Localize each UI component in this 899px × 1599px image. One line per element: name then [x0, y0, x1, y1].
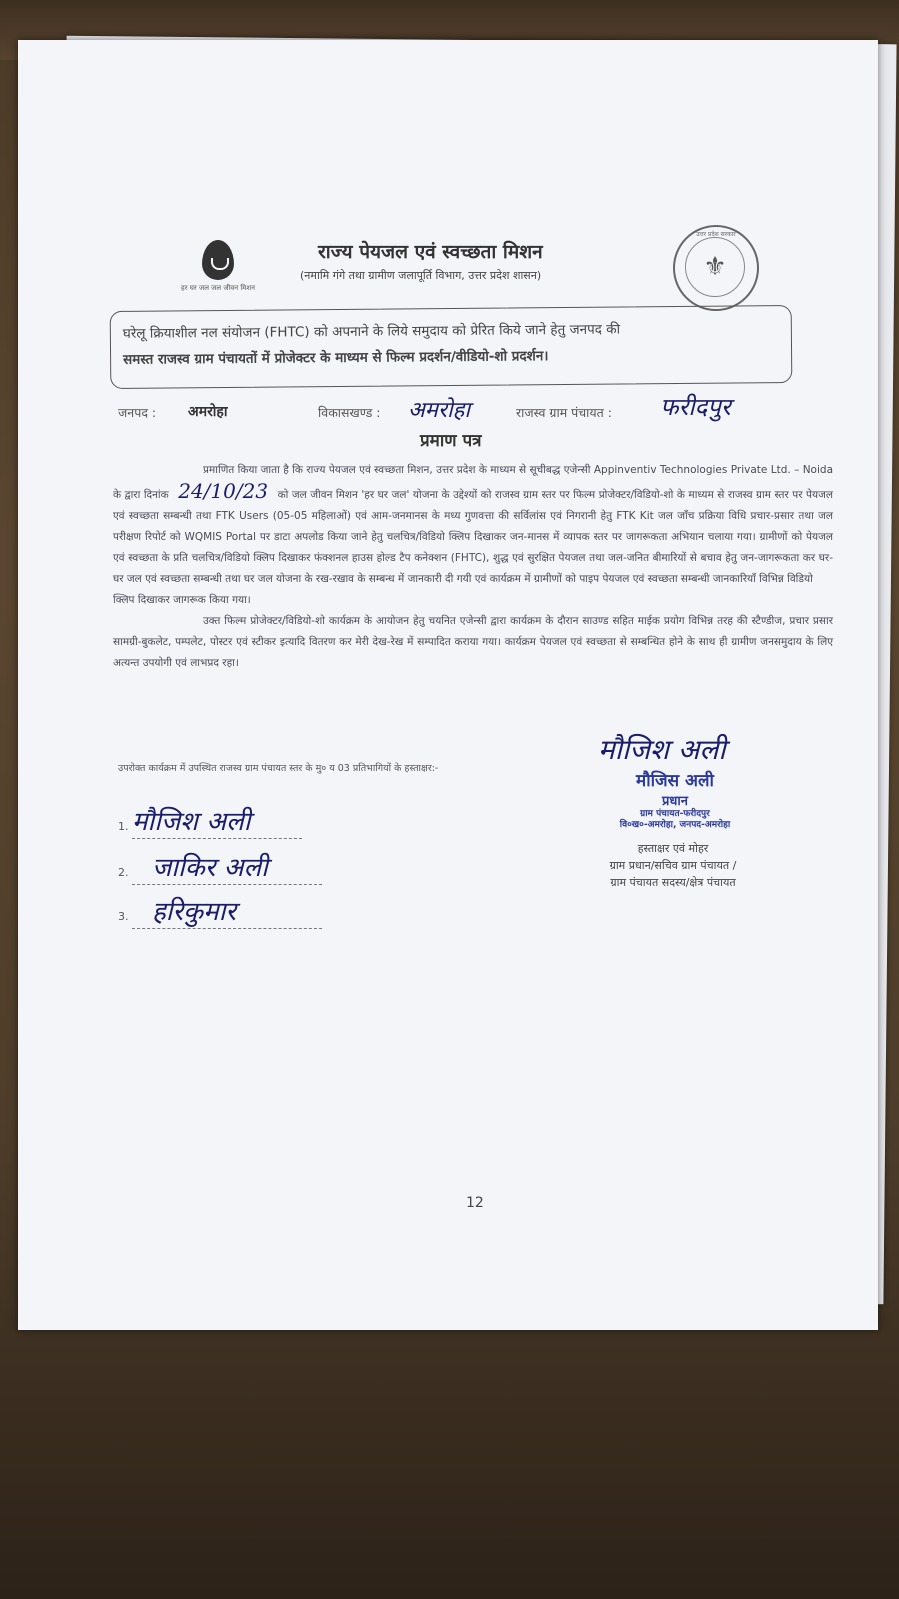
district-value: अमरोहा	[188, 404, 228, 420]
document-page	[18, 40, 878, 1330]
seal-emblem-icon: ⚜	[685, 237, 745, 297]
participant-signature: मौजिश अली	[132, 802, 302, 839]
page-number: 12	[466, 1195, 484, 1211]
participant-number: 3.	[118, 910, 129, 923]
seal-text: उत्तर प्रदेश सरकार	[696, 231, 736, 238]
event-date-handwritten: 24/10/23	[178, 479, 269, 503]
subject-banner	[110, 305, 793, 389]
mission-subtitle: (नमामि गंगे तथा ग्रामीण जलापूर्ति विभाग, उत्तर प्रदेश शासन)	[300, 269, 542, 282]
participants-caption: उपरोक्त कार्यक्रम में उपस्थित राजस्व ग्राम पंचायत स्तर के मु० य 03 प्रतिभागियों के हस्ताक्षर:-	[118, 763, 439, 774]
participant-number: 2.	[118, 866, 129, 879]
participant-number: 1.	[118, 820, 129, 833]
water-drop-icon	[202, 240, 234, 280]
body-para1-part-b: को जल जीवन मिशन 'हर घर जल' योजना के उद्देश्यों को राजस्व ग्राम स्तर पर फिल्म प्रोजेक्टर/विडियो-शो के माध्यम से राजस्व ग्राम स्तर पर पेयजल एवं स्वच्छता सम्बन्धी तथा FTK Users (05-05 महिलाओं) एवं आम-जनमानस के मध्य गुणवत्ता की सर्विलांस एवं निगरानी हेतु FTK Kit जल जाँच प्रक्रिया विधि प्रचार-प्रसार तथा जल परीक्षण रिपोर्ट को WQMIS Portal पर डाटा अपलोड किया जाने हेतु चलचित्र/विडियो क्लिप दिखाकर जन-मानस में व्यापक स्तर पर जागरूकता अभियान चलाया गया। ग्रामीणों को पेयजल एवं स्वच्छता के प्रति चलचित्र/विडियो क्लिप दिखाकर फंक्शनल हाउस होल्ड टैप कनेक्शन (FHTC), शुद्ध एवं सुरक्षित पेयजल तथा जल-जनित बीमारियों से बचाव हेतु जन-जागरूकता कर घर-घर जल एवं स्वच्छता सम्बन्धी तथा घर जल योजना के रख-रखाव के सम्बन्ध में जानकारी दी गयी एवं कार्यक्रम में ग्रामीणों को पाइप पेयजल एवं स्वच्छता सम्बन्धी जानकारियाँ विभिन्न विडियो	[113, 489, 834, 585]
body-para1-part-a: प्रमाणित किया जाता है कि राज्य पेयजल एवं स्वच्छता मिशन, उत्तर प्रदेश के माध्यम से सूचीबद्ध एजेन्सी Appinventiv Technologies Private Ltd. – Noida के द्वारा दिनांक	[113, 464, 833, 501]
pradhan-stamp	[590, 768, 760, 831]
certificate-body	[113, 460, 833, 674]
block-label: विकासखण्ड :	[318, 405, 381, 420]
panchayat-value-handwritten: फरीदपुर	[660, 393, 731, 421]
certificate-title: प्रमाण पत्र	[420, 431, 482, 451]
signature-caption-2: ग्राम प्रधान/सचिव ग्राम पंचायत /	[609, 859, 737, 872]
logo-tagline: हर घर जल जल जीवन मिशन	[180, 284, 255, 292]
banner-line-1: घरेलू क्रियाशील नल संयोजन (FHTC) को अपनाने के लिये समुदाय को प्रेरित किये जाने हेतु जनपद की	[122, 321, 621, 342]
banner-line-2: समस्त राजस्व ग्राम पंचायतों में प्रोजेक्टर के माध्यम से फिल्म प्रदर्शन/वीडियो-शो प्रदर्शन।	[123, 348, 549, 368]
body-para1-part-c: क्लिप दिखाकर जागरूक किया गया।	[113, 594, 251, 606]
panchayat-label: राजस्व ग्राम पंचायत :	[516, 405, 612, 420]
stamp-name: मौजिस अली	[636, 771, 714, 791]
signature-caption	[558, 840, 788, 891]
district-label: जनपद :	[118, 405, 157, 420]
participant-row-2	[118, 848, 322, 885]
block-value-handwritten: अमरोहा	[408, 398, 471, 423]
signature-caption-1: हस्ताक्षर एवं मोहर	[637, 842, 709, 855]
participant-signature: जाकिर अली	[132, 848, 322, 885]
participant-row-3	[118, 892, 322, 929]
participant-signature: हरिकुमार	[132, 892, 322, 929]
up-government-seal-icon	[673, 225, 759, 311]
mission-title: राज्य पेयजल एवं स्वच्छता मिशन	[318, 241, 543, 263]
body-para2: उक्त फिल्म प्रोजेक्टर/विडियो-शो कार्यक्रम के आयोजन हेतु चयनित एजेन्सी द्वारा कार्यक्रम के दौरान साउण्ड सहित माईक प्रयोग विभिन्न तरह की स्टैण्डीज, प्रचार प्रसार सामग्री-बुकलेट, पम्पलेट, पोस्टर एवं स्टीकर इत्यादि वितरण कर मेरी देख-रेख में सम्पादित कराया गया। कार्यक्रम पेयजल एवं स्वच्छता से सम्बन्धित होने के साथ ही ग्रामीण जनसमुदाय के लिए अत्यन्त उपयोगी एवं लाभप्रद रहा।	[113, 615, 833, 669]
stamp-title: प्रधान	[662, 794, 688, 809]
signature-caption-3: ग्राम पंचायत सदस्य/क्षेत्र पंचायत	[610, 876, 736, 889]
participant-row-1	[118, 802, 302, 839]
stamp-line-1: ग्राम पंचायत-फरीदपुर	[640, 809, 710, 819]
stamp-line-2: वि०ख०-अमरोहा, जनपद-अमरोहा	[619, 820, 731, 830]
pradhan-handwritten-signature: मौजिश अली	[598, 733, 726, 766]
jal-jeevan-mission-logo	[178, 240, 258, 293]
